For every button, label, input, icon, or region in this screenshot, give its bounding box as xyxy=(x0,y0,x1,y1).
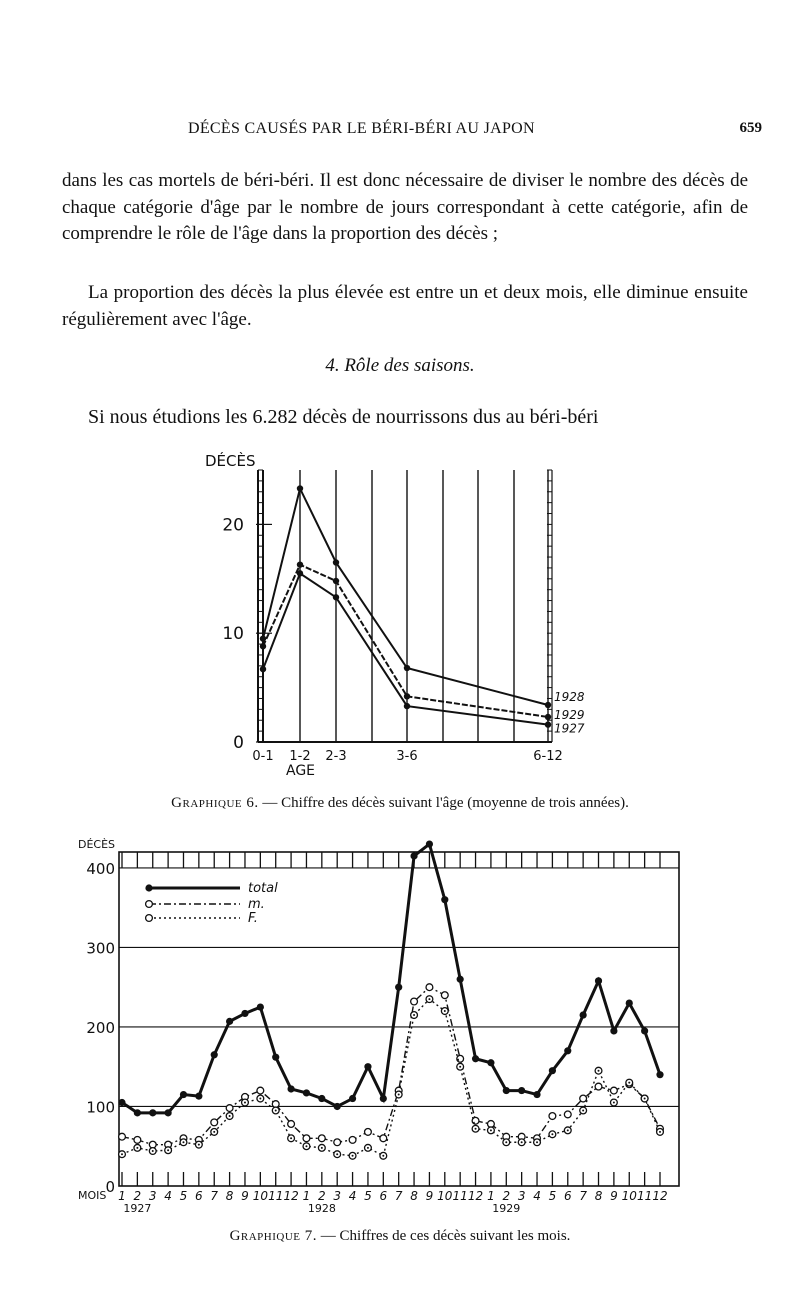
data-point-total xyxy=(457,976,464,983)
data-point-m. xyxy=(564,1111,571,1118)
data-point-center-F. xyxy=(598,1070,600,1072)
data-point-m. xyxy=(549,1113,556,1120)
x-tick-label: 3 xyxy=(517,1189,526,1203)
year-label: 1929 xyxy=(492,1202,521,1215)
data-point-center-F. xyxy=(444,1010,446,1012)
x-tick-label: 6-12 xyxy=(533,749,563,764)
data-point-center-F. xyxy=(244,1102,246,1104)
data-point-center-F. xyxy=(628,1082,630,1084)
data-point-m. xyxy=(365,1129,372,1136)
plot-frame xyxy=(119,852,679,1186)
x-tick-label: 8 xyxy=(225,1189,234,1203)
x-tick-label: 6 xyxy=(379,1189,388,1203)
x-tick-label: 8 xyxy=(410,1189,418,1203)
x-tick-label: 3-6 xyxy=(396,749,418,764)
x-tick-label: 10 xyxy=(437,1189,453,1203)
data-point-total xyxy=(149,1109,156,1116)
x-tick-label: 5 xyxy=(179,1189,188,1203)
y-tick-label: 100 xyxy=(86,1098,115,1117)
x-tick-label: 5 xyxy=(548,1189,557,1203)
x-tick-label: 1-2 xyxy=(289,749,311,764)
data-point-center-F. xyxy=(475,1128,477,1130)
series-line-total xyxy=(122,844,660,1113)
x-tick-label: 11 xyxy=(452,1189,468,1203)
x-tick-label: 7 xyxy=(394,1189,403,1203)
data-point-center-F. xyxy=(305,1145,307,1147)
legend-marker xyxy=(146,915,153,922)
data-point-m. xyxy=(595,1083,602,1090)
data-point-total xyxy=(180,1091,187,1098)
data-point-total xyxy=(118,1099,125,1106)
data-point-total xyxy=(226,1018,233,1025)
data-point-center-F. xyxy=(259,1098,261,1100)
x-axis-label: MOIS xyxy=(78,1189,107,1202)
data-point-center-F. xyxy=(367,1147,369,1149)
x-tick-label: 6 xyxy=(195,1189,203,1203)
year-label: 1927 xyxy=(123,1202,152,1215)
y-tick-label: 400 xyxy=(86,859,115,878)
x-tick-label: 4 xyxy=(348,1189,357,1203)
data-point-center-F. xyxy=(275,1109,277,1111)
x-tick-label: 3 xyxy=(148,1189,157,1203)
data-point-center-F. xyxy=(659,1131,661,1133)
x-tick-label: 2 xyxy=(133,1189,142,1203)
x-tick-label: 11 xyxy=(268,1189,284,1203)
x-tick-label: 0-1 xyxy=(252,749,274,764)
legend-label-F.: F. xyxy=(248,911,258,926)
data-point-m. xyxy=(441,992,448,999)
data-point-total xyxy=(487,1059,494,1066)
data-point-total xyxy=(626,999,633,1006)
data-point-total xyxy=(533,1091,540,1098)
data-point-total xyxy=(257,1003,264,1010)
y-tick-label: 20 xyxy=(222,515,244,536)
x-tick-label: 9 xyxy=(241,1189,249,1203)
data-point-center-F. xyxy=(290,1137,292,1139)
data-point-m. xyxy=(303,1135,310,1142)
legend-marker xyxy=(146,901,153,908)
y-tick-label: 10 xyxy=(222,624,244,645)
series-line-m. xyxy=(122,987,660,1144)
data-point-total xyxy=(410,852,417,859)
data-point-total xyxy=(564,1047,571,1054)
x-tick-label: 10 xyxy=(621,1189,637,1203)
data-point-m. xyxy=(610,1087,617,1094)
data-point-m. xyxy=(257,1087,264,1094)
data-point-total xyxy=(318,1095,325,1102)
data-point-total xyxy=(549,1067,556,1074)
data-point-center-F. xyxy=(567,1129,569,1131)
data-point-center-F. xyxy=(459,1066,461,1068)
x-tick-label: 9 xyxy=(425,1189,434,1203)
paragraph-1: dans les cas mortels de béri-béri. Il est donc nécessaire de diviser le nombre des décès de chaque catégorie d'âge par le nombre de jours correspondant à cette catégorie, afin de comprendre le rôle de l'âge dans la proportion des décès ; xyxy=(62,170,748,244)
data-point-center-F. xyxy=(521,1141,523,1143)
x-tick-label: 12 xyxy=(467,1189,484,1203)
x-tick-label: 7 xyxy=(210,1189,219,1203)
x-tick-label: 8 xyxy=(594,1189,603,1203)
data-point-center-F. xyxy=(198,1144,200,1146)
x-tick-label: 4 xyxy=(533,1189,541,1203)
data-point-total xyxy=(441,896,448,903)
data-point-center-F. xyxy=(121,1153,123,1155)
legend-marker xyxy=(145,884,152,891)
data-point-center-F. xyxy=(505,1141,507,1143)
section-heading: 4. Rôle des saisons. xyxy=(325,355,475,376)
data-point-center-F. xyxy=(336,1153,338,1155)
data-point-total xyxy=(349,1095,356,1102)
series-label-1927: 1927 xyxy=(554,721,585,736)
y-tick-label: 0 xyxy=(233,733,244,753)
series-label-1929: 1929 xyxy=(554,707,585,722)
year-label: 1928 xyxy=(307,1202,336,1215)
x-tick-label: 9 xyxy=(610,1189,618,1203)
figure-7-caption-text: — Chiffres de ces décès suivant les mois. xyxy=(320,1228,571,1244)
x-tick-label: 11 xyxy=(636,1189,653,1203)
data-point-m. xyxy=(457,1055,464,1062)
y-tick-label: 0 xyxy=(105,1178,115,1196)
x-tick-label: 10 xyxy=(252,1189,268,1203)
data-point-m. xyxy=(380,1135,387,1142)
data-point-m. xyxy=(211,1119,218,1126)
data-point-total xyxy=(580,1011,587,1018)
data-point-total xyxy=(656,1071,663,1078)
x-tick-label: 2-3 xyxy=(325,749,347,764)
data-point-center-F. xyxy=(136,1147,138,1149)
x-tick-label: 12 xyxy=(283,1189,299,1203)
paragraph-2: La proportion des décès la plus élevée est entre un et deux mois, elle diminue ensuite régulièrement avec l'âge. xyxy=(62,282,748,330)
data-point-center-F. xyxy=(413,1014,415,1016)
data-point-total xyxy=(426,840,433,847)
figure-7-caption xyxy=(0,1228,800,1245)
data-point-m. xyxy=(349,1136,356,1143)
data-point-m. xyxy=(426,984,433,991)
data-point-total xyxy=(518,1087,525,1094)
data-point-center-F. xyxy=(613,1102,615,1104)
paragraph-3: Si nous étudions les 6.282 décès de nourrissons dus au béri-béri xyxy=(88,406,599,428)
data-point-center-F. xyxy=(152,1150,154,1152)
data-point-center-F. xyxy=(321,1147,323,1149)
data-point-m. xyxy=(288,1121,295,1128)
data-point-center-F. xyxy=(352,1155,354,1157)
x-tick-label: 4 xyxy=(164,1189,172,1203)
data-point-total xyxy=(303,1089,310,1096)
page-number: 659 xyxy=(739,120,762,136)
x-tick-label: 1 xyxy=(302,1189,311,1203)
data-point-m. xyxy=(411,998,418,1005)
data-point-total xyxy=(272,1054,279,1061)
data-point-total xyxy=(364,1063,371,1070)
x-tick-label: 3 xyxy=(333,1189,342,1203)
data-point-center-F. xyxy=(536,1141,538,1143)
series-label-1928: 1928 xyxy=(554,690,585,705)
data-point-center-F. xyxy=(644,1098,646,1100)
x-tick-label: 2 xyxy=(318,1189,326,1203)
data-point-total xyxy=(241,1010,248,1017)
data-point-total xyxy=(503,1087,510,1094)
x-tick-label: 1 xyxy=(487,1189,495,1203)
data-point-center-F. xyxy=(551,1133,553,1135)
data-point-total xyxy=(641,1027,648,1034)
y-axis-label: DÉCÈS xyxy=(205,452,256,470)
data-point-center-F. xyxy=(398,1094,400,1096)
data-point-total xyxy=(595,977,602,984)
x-tick-label: 6 xyxy=(563,1189,572,1203)
x-tick-label: 1 xyxy=(118,1189,126,1203)
data-point-center-F. xyxy=(167,1149,169,1151)
data-point-m. xyxy=(318,1135,325,1142)
x-tick-label: 5 xyxy=(364,1189,372,1203)
y-tick-label: 200 xyxy=(86,1018,115,1037)
data-point-m. xyxy=(226,1105,233,1112)
legend-label-m.: m. xyxy=(248,897,265,912)
x-tick-label: 12 xyxy=(652,1189,668,1203)
x-axis-label: AGE xyxy=(286,763,316,779)
data-point-m. xyxy=(134,1136,141,1143)
data-point-m. xyxy=(580,1095,587,1102)
data-point-total xyxy=(395,984,402,991)
legend-label-total: total xyxy=(248,881,278,896)
data-point-total xyxy=(211,1051,218,1058)
data-point-center-F. xyxy=(213,1131,215,1133)
x-tick-label: 7 xyxy=(579,1189,587,1203)
figure-6-caption-text: — Chiffre des décès suivant l'âge (moyenne de trois années). xyxy=(262,795,629,811)
data-point-total xyxy=(195,1093,202,1100)
data-point-total xyxy=(472,1055,479,1062)
data-point-center-F. xyxy=(229,1115,231,1117)
data-point-center-F. xyxy=(582,1109,584,1111)
y-tick-label: 300 xyxy=(86,939,115,958)
data-point-total xyxy=(380,1095,387,1102)
figure-6-label: Graphique 6. xyxy=(171,795,259,811)
x-tick-label: 2 xyxy=(502,1189,511,1203)
data-point-total xyxy=(610,1027,617,1034)
running-title: DÉCÈS CAUSÉS PAR LE BÉRI-BÉRI AU JAPON xyxy=(188,120,535,137)
y-axis-label: DÉCÈS xyxy=(78,838,116,851)
figure-7-label: Graphique 7. xyxy=(229,1228,318,1244)
data-point-total xyxy=(165,1109,172,1116)
data-point-m. xyxy=(334,1139,341,1146)
data-point-center-F. xyxy=(490,1129,492,1131)
data-point-center-F. xyxy=(428,998,430,1000)
data-point-total xyxy=(134,1109,141,1116)
data-point-center-F. xyxy=(382,1155,384,1157)
data-point-center-F. xyxy=(182,1141,184,1143)
data-point-total xyxy=(287,1085,294,1092)
data-point-total xyxy=(334,1103,341,1110)
data-point-m. xyxy=(119,1133,126,1140)
